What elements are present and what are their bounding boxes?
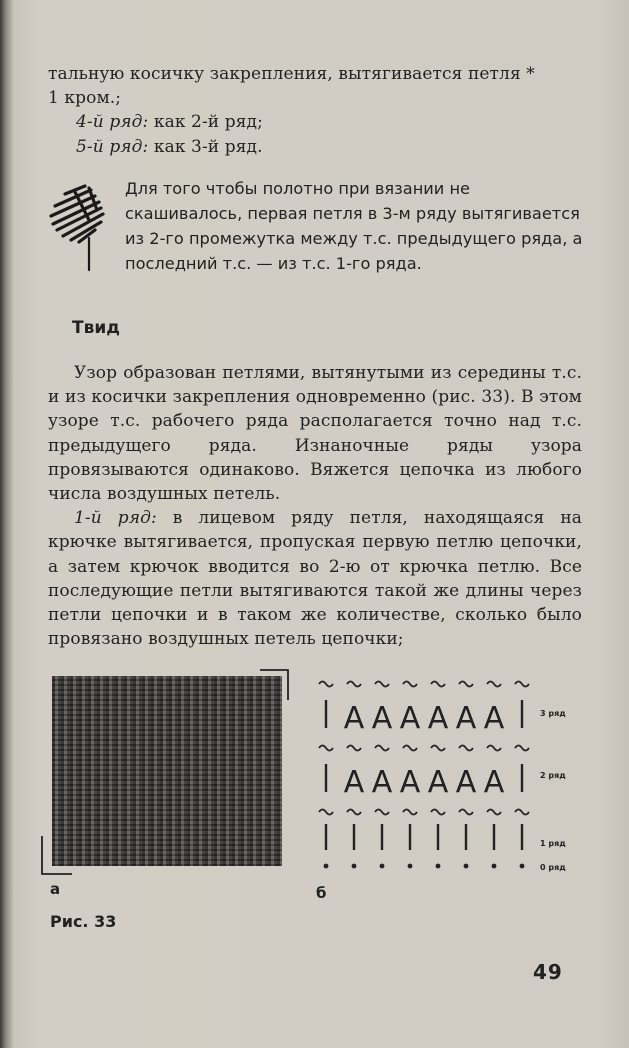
figure-b-label: б <box>316 884 327 902</box>
chain-stitch-symbol <box>431 810 445 815</box>
row-4-instruction <box>48 110 582 134</box>
figure-a <box>36 666 296 882</box>
pulled-loop-symbol: A <box>371 701 393 736</box>
figure-caption: Рис. 33 <box>50 912 117 931</box>
stitch-diagram <box>310 674 580 884</box>
chain-stitch-symbol <box>515 810 529 815</box>
row-4-text: как 2-й ряд; <box>148 112 263 133</box>
pulled-loop-symbol: A <box>455 701 477 736</box>
chain-stitch-symbol <box>319 682 333 687</box>
scribble-note-icon <box>45 180 125 272</box>
note-box <box>125 176 583 276</box>
chain-stitch-symbol <box>319 746 333 751</box>
chain-stitch-symbol <box>459 810 473 815</box>
chain-stitch-symbol <box>487 810 501 815</box>
chain-dot <box>352 864 357 869</box>
chain-dot <box>492 864 497 869</box>
chain-stitch-symbol <box>487 746 501 751</box>
row-1-text: в лицевом ряду петля, находящаяся на крючке вытягивается, пропуская первую петлю цепочки, а затем крючок вводится во 2-ю от крючка петлю. Все последующие петли вытягиваются такой же длины через петли цепочки и в таком же количестве, сколько было провязано воздушных петель цепочки; <box>48 508 582 650</box>
chain-stitch-symbol <box>515 682 529 687</box>
pulled-loop-symbol: A <box>343 701 365 736</box>
row-4-label: 4-й ряд: <box>76 112 149 133</box>
pulled-loop-symbol: A <box>483 701 505 736</box>
chain-stitch-symbol <box>459 746 473 751</box>
pulled-loop-symbol: A <box>343 765 365 800</box>
chain-stitch-symbol <box>515 746 529 751</box>
chain-stitch-symbol <box>431 746 445 751</box>
pulled-loop-symbol: A <box>427 765 449 800</box>
chain-dot <box>464 864 469 869</box>
row-label: 2 ряд <box>540 771 566 780</box>
chain-dot <box>324 864 329 869</box>
pulled-loop-symbol: A <box>399 765 421 800</box>
chain-stitch-symbol <box>347 682 361 687</box>
section-heading: Твид <box>72 318 120 338</box>
pulled-loop-symbol: A <box>427 701 449 736</box>
chain-stitch-symbol <box>319 810 333 815</box>
row-label: 3 ряд <box>540 709 566 718</box>
note-text: Для того чтобы полотно при вязании не скашивалось, первая петля в 3-м ряду вытягивается из 2-го промежутка между т.с. предыдущего ряда, а последний т.с. — из т.с. 1-го ряда. <box>125 179 583 273</box>
paragraph-pattern-description: Узор образован петлями, вытянутыми из середины т.с. и из косички закрепления одновременно (рис. 33). В этом узоре т.с. рабочего ряда располагается точно над т.с. предыдущего ряда. Изнаночные ряды узора провязываются одинаково. Вяжется цепочка из любого числа воздушных петель. <box>48 363 582 505</box>
row-5-label: 5-й ряд: <box>76 136 149 157</box>
row-label: 1 ряд <box>540 839 566 848</box>
chain-stitch-symbol <box>375 682 389 687</box>
pulled-loop-symbol: A <box>399 701 421 736</box>
page-number: 49 <box>533 960 563 984</box>
row-1-instruction <box>48 506 582 651</box>
chain-dot <box>436 864 441 869</box>
chain-dot <box>380 864 385 869</box>
section-body <box>48 361 582 651</box>
chain-stitch-symbol <box>403 810 417 815</box>
pulled-loop-symbol: A <box>371 765 393 800</box>
row-5-instruction <box>48 135 582 159</box>
row-1-label: 1-й ряд: <box>74 508 157 529</box>
chain-dot <box>408 864 413 869</box>
continuation-line: тальную косичку закрепления, вытягивается петля * <box>48 64 535 84</box>
knitted-fabric-photo <box>52 676 282 866</box>
pulled-loop-symbol: A <box>483 765 505 800</box>
chain-stitch-symbol <box>487 682 501 687</box>
chain-stitch-symbol <box>459 682 473 687</box>
chain-stitch-symbol <box>375 810 389 815</box>
chain-stitch-symbol <box>347 746 361 751</box>
chain-dot <box>520 864 525 869</box>
continuation-line-2: 1 кром.; <box>48 88 122 109</box>
top-text-block <box>48 62 582 159</box>
pulled-loop-symbol: A <box>455 765 477 800</box>
figure-a-label: а <box>50 880 61 898</box>
row-5-text: как 3-й ряд. <box>148 136 263 157</box>
chain-stitch-symbol <box>403 682 417 687</box>
chain-stitch-symbol <box>431 682 445 687</box>
chain-stitch-symbol <box>403 746 417 751</box>
chain-stitch-symbol <box>347 810 361 815</box>
row-label: 0 ряд <box>540 863 566 872</box>
chain-stitch-symbol <box>375 746 389 751</box>
